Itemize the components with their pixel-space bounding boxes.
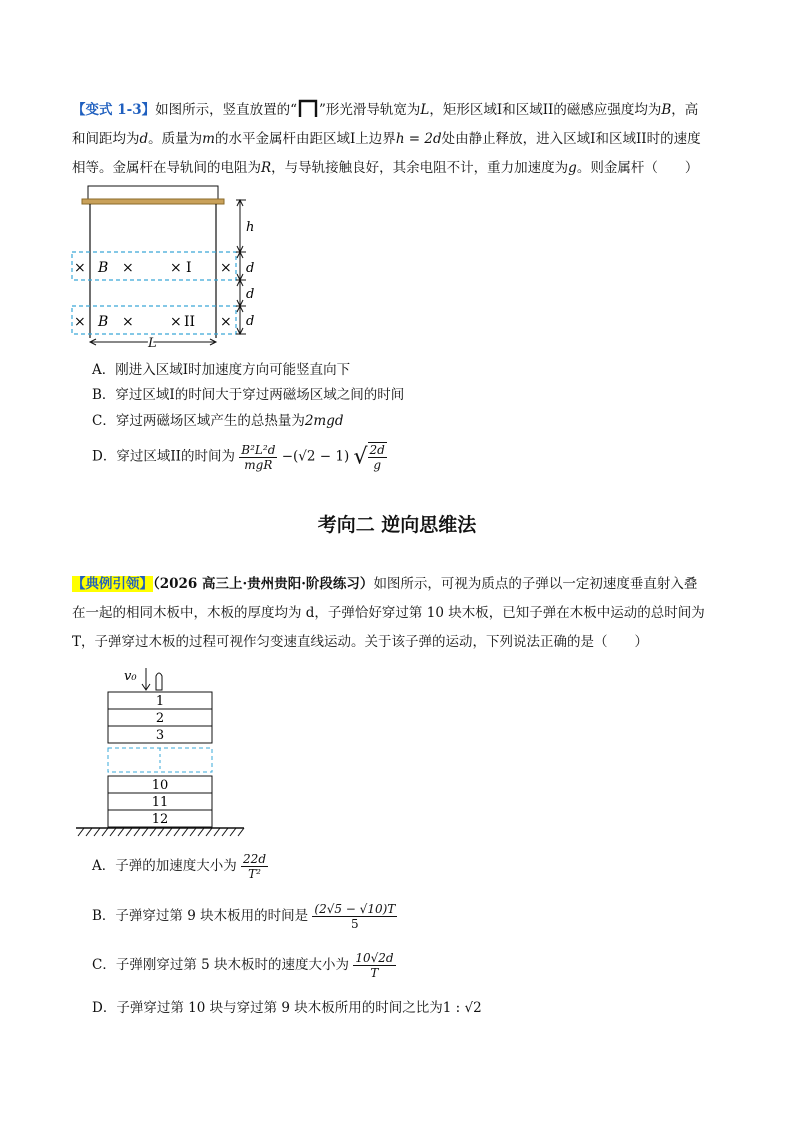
q2-option-c xyxy=(92,951,396,980)
fraction-den: T xyxy=(370,966,379,980)
d-label: d xyxy=(246,261,255,276)
fraction xyxy=(368,442,387,472)
q1-text: ，高 xyxy=(671,102,699,118)
q2-option-b xyxy=(92,902,397,931)
q1-text: 相等。金属杆在导轨间的电阻为 xyxy=(72,160,261,176)
cross-mark: × xyxy=(74,314,86,330)
q1-option-c xyxy=(92,409,344,429)
q1-option-b: B．穿过区域I的时间大于穿过两磁场区域之间的时间 xyxy=(92,387,405,403)
fraction xyxy=(241,852,268,881)
option-math: −(√2 − 1) xyxy=(281,448,350,465)
q1-var: h = 2d xyxy=(395,131,442,147)
q1-var: B xyxy=(661,102,672,118)
d-label: d xyxy=(246,287,255,302)
top-cap xyxy=(88,186,218,200)
q2-text: 如图所示，可视为质点的子弹以一定初速度垂直射入叠 xyxy=(373,576,698,592)
fraction-num: 2d xyxy=(369,443,385,457)
cross-mark: × xyxy=(220,314,232,330)
fraction-num: B²L²d xyxy=(241,442,276,457)
q1-option-d xyxy=(92,442,387,472)
option-text: D．子弹穿过第 10 块与穿过第 9 块木板所用的时间之比为 xyxy=(92,1000,443,1016)
q2-figure xyxy=(70,662,250,842)
board-label: 10 xyxy=(151,778,169,793)
cross-mark: × xyxy=(170,314,182,330)
velocity-arrow xyxy=(142,668,150,690)
option-text: D．穿过区域II的时间为 xyxy=(92,448,235,465)
q2-text: 在一起的相同木板中，木板的厚度均为 d，子弹恰好穿过第 10 块木板，已知子弹在木板中运动的总时间为 xyxy=(72,605,705,621)
b-label: B xyxy=(98,260,109,276)
region-1-box xyxy=(72,252,236,280)
q1-text: ，矩形区域I和区域II的磁感应强度均为 xyxy=(429,102,662,118)
cross-mark: × xyxy=(122,314,134,330)
fraction-den: T² xyxy=(248,867,261,881)
bullet-icon xyxy=(156,673,162,690)
q1-text: 。则金属杆（ ） xyxy=(576,160,699,176)
fraction xyxy=(312,902,397,931)
cross-mark: × xyxy=(122,260,134,276)
h-label: h xyxy=(246,220,255,235)
fraction xyxy=(353,951,395,980)
ground-hatch xyxy=(78,828,244,836)
q2-source: （2026 高三上·贵州贵阳·阶段练习） xyxy=(153,576,374,592)
option-text: B．子弹穿过第 9 块木板用的时间是 xyxy=(92,908,309,924)
option-math: 1 : √2 xyxy=(442,1000,482,1016)
board-label: 1 xyxy=(155,694,165,709)
q2-option-d xyxy=(92,996,482,1016)
q1-text: 处由静止释放，进入区域I和区域II时的速度 xyxy=(441,131,701,147)
q1-tag: 【变式 1-3】 xyxy=(72,102,156,118)
cross-mark: × xyxy=(170,260,182,276)
region-1-label: I xyxy=(186,260,192,276)
fraction-den: 5 xyxy=(351,917,359,931)
q1-text: 如图所示，竖直放置的“ xyxy=(155,102,297,118)
q1-var: m xyxy=(202,131,215,147)
board-label: 11 xyxy=(151,795,169,810)
sqrt-sign-icon: √ xyxy=(353,444,368,470)
q2-tag: 【典例引领】 xyxy=(72,576,153,592)
l-label: L xyxy=(148,336,157,350)
fraction-num: 10√2d xyxy=(355,951,394,965)
q1-stem xyxy=(72,96,732,183)
fraction-num: 22d xyxy=(243,852,266,866)
option-text: C．子弹刚穿过第 5 块木板时的速度大小为 xyxy=(92,957,350,973)
q1-option-a: A．刚进入区域I时加速度方向可能竖直向下 xyxy=(92,362,351,378)
d-label: d xyxy=(246,314,255,329)
board-label: 2 xyxy=(155,711,165,726)
q1-figure xyxy=(60,180,280,350)
board-label: 3 xyxy=(155,728,165,743)
fraction-den: g xyxy=(373,458,382,472)
q2-option-a xyxy=(92,852,268,881)
metal-rod xyxy=(82,199,224,204)
q1-var: R xyxy=(261,160,272,176)
q1-text: 和间距均为 xyxy=(72,131,140,147)
q1-var: g xyxy=(568,160,577,176)
q1-var: d xyxy=(139,131,149,147)
option-text: A．子弹的加速度大小为 xyxy=(92,858,237,874)
fraction xyxy=(239,443,277,472)
section-heading: 考向二 逆向思维法 xyxy=(317,514,477,536)
q1-text: 。质量为 xyxy=(148,131,203,147)
q2-text: T，子弹穿过木板的过程可视作匀变速直线运动。关于该子弹的运动，下列说法正确的是（ ） xyxy=(72,634,649,650)
v0-label: v₀ xyxy=(124,669,137,684)
cross-mark: × xyxy=(220,260,232,276)
q1-text: ”形光滑导轨宽为 xyxy=(319,102,421,118)
option-text: C．穿过两磁场区域产生的总热量为 xyxy=(92,413,305,429)
region-2-box xyxy=(72,306,236,334)
cross-mark: × xyxy=(74,260,86,276)
q1-var: L xyxy=(420,102,430,118)
fraction-num: (2√5 − √10)T xyxy=(314,902,396,916)
q1-text: ，与导轨接触良好，其余电阻不计，重力加速度为 xyxy=(271,160,569,176)
board-label: 12 xyxy=(151,812,169,827)
region-2-label: II xyxy=(184,314,196,330)
dimension-lines xyxy=(236,200,246,334)
q1-text: 的水平金属杆由距区域I上边界 xyxy=(214,131,396,147)
b-label: B xyxy=(98,314,109,330)
fraction-den: mgR xyxy=(244,457,273,472)
q2-stem xyxy=(72,570,732,657)
rail-shape-icon xyxy=(297,98,319,118)
option-math: 2mgd xyxy=(304,413,344,429)
